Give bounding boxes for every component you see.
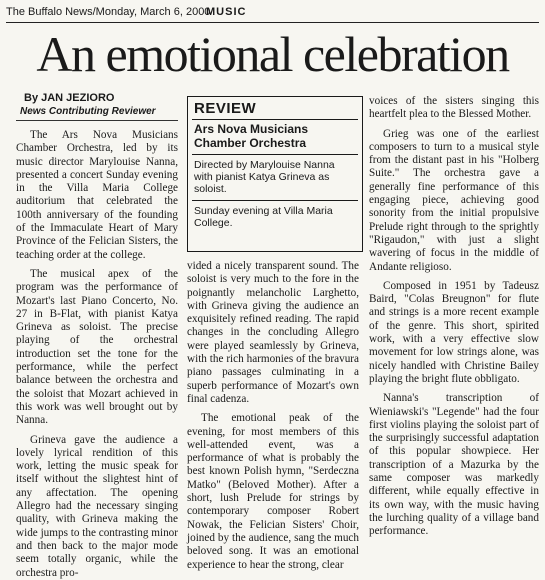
paragraph: The emotional peak of the evening, for most members of this well-attended event, was a performance of what is probably the best known Polish hymn, "Serdeczna Matko" (Beloved Mother). After a short, lush Prelude for strings by contemporary composer Robert Nowak, the Felician Sisters' Choir, joined by the audience, sang the much beloved song. It was an emotional experience to hear the strong, clear: [187, 412, 359, 571]
masthead-rule: [6, 22, 539, 23]
review-ensemble-name: Ars Nova Musicians Chamber Orchestra: [194, 122, 309, 150]
paragraph: The musical apex of the program was the performance of Mozart's last Piano Concerto, No. 27 in B-Flat, with pianist Katya Grineva as soloist. The precise playing of the orchestral introduction set the tone for the performance, while the perfect balance between the orchestra and the soloist that Mozart achieved in this work was well brought out by Nanna.: [16, 267, 178, 427]
headline: An emotional celebration: [36, 26, 509, 82]
review-when: Sunday evening at Villa Maria College.: [194, 204, 333, 229]
byline-rule: [16, 120, 178, 121]
paragraph: Nanna's transcription of Wieniawski's "Legende" had the four first violins playing the soloist part of the surprisingly successful adaptation of this popular showpiece. Her transcription of a Mazurka by the same composer was markedly different, while equally effective in its own way, with the music having the lurching quality of a village band performance.: [369, 392, 539, 538]
review-label: REVIEW: [194, 100, 257, 117]
byline-author: By JAN JEZIORO: [24, 92, 115, 104]
column-1: [16, 92, 178, 580]
byline-role: News Contributing Reviewer: [20, 106, 156, 117]
paragraph: vided a nicely transparent sound. The soloist is very much to the fore in the poignantly melancholic Larghetto, with Grineva giving the audience an exquisitely refined reading. The rapid changes in the concluding Allegro were played seamlessly by Grineva, with the rich harmonies of the bravura piano passages culminating in a superb performance of Mozart's own final cadenza.: [187, 260, 359, 405]
column-3: [369, 95, 539, 539]
paragraph: voices of the sisters singing this heartfelt plea to the Blessed Mother.: [369, 95, 539, 121]
review-credits: Directed by Marylouise Nanna with pianist Katya Grineva as soloist.: [194, 159, 335, 196]
paragraph: The Ars Nova Musicians Chamber Orchestra, led by its music director Marylouise Nanna, presented a concert Sunday evening in the Villa Maria College auditorium that celebrated the 100th anniversary of the founding of the Immaculate Heart of Mary Province of the Felician Sisters, the teaching order at the college.: [16, 129, 178, 261]
paper-date: The Buffalo News/Monday, March 6, 2000: [6, 6, 211, 18]
paragraph: Composed in 1951 by Tadeusz Baird, "Colas Breugnon" for flute and strings is a more recent example of the genre. This short, spirited work, with a very effective slow movement for low strings alone, was nicely handled with Christine Bailey playing the bright flute obbligato.: [369, 279, 539, 385]
section-label: MUSIC: [206, 6, 247, 18]
paragraph: Grieg was one of the earliest composers to turn to a musical style from the distant past in his "Holberg Suite." The orchestra gave a generally fine performance of this engaging piece, achieving good sonority from the initial propulsive Prelude right through to the sprightly "Rigaudon," with just a slight wavering of focus in the middle of Andante religioso.: [369, 127, 539, 273]
review-info-box: [187, 96, 363, 252]
column-2: [187, 260, 359, 572]
paragraph: Grineva gave the audience a lovely lyrical rendition of this work, letting the music speak for itself without the slightest hint of any affectation. The opening Allegro had the necessary singing quality, with Grineva making the wide jumps to the contrasting minor and then back to the major mode seem totally organic, while the orchestra pro-: [16, 433, 178, 579]
